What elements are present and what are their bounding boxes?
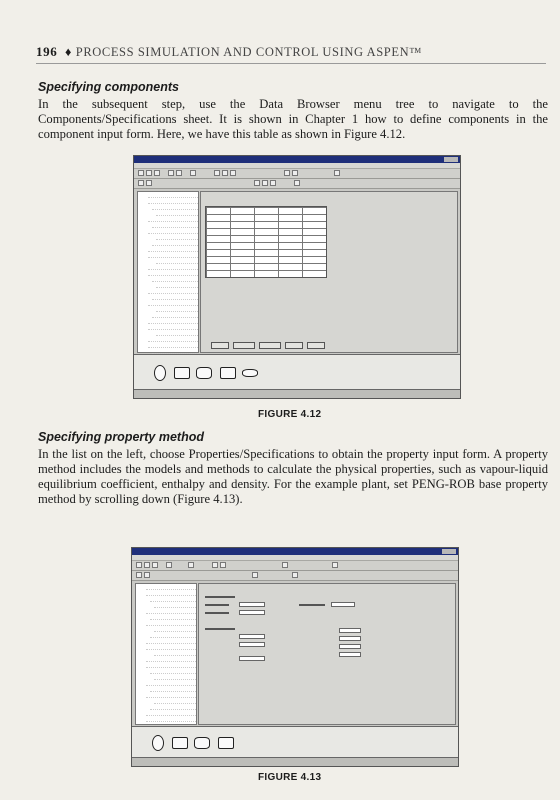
figure-caption-4-12: FIGURE 4.12	[258, 409, 322, 420]
data-browser-tree	[137, 191, 199, 353]
paragraph-property-method: In the list on the left, choose Properties/Specifications to obtain the property input form. A property method includes the models and methods to calculate the physical properties, such as vapour-liquid equilibrium coefficient, enthalpy and density. For the example plant, set PENG-ROB base property method by scrolling down (Figure 4.13).	[38, 447, 548, 506]
windows-taskbar	[132, 757, 458, 766]
data-browser-tree	[135, 583, 197, 725]
toolbar-2	[134, 179, 460, 189]
properties-form	[198, 583, 456, 725]
page-number: 196	[36, 44, 58, 59]
window-titlebar	[132, 548, 458, 555]
running-head: PROCESS SIMULATION AND CONTROL USING ASPEN™	[75, 45, 423, 59]
model-library-palette	[132, 726, 458, 757]
window-titlebar	[134, 156, 460, 163]
section-heading-components: Specifying components	[38, 80, 179, 94]
components-table	[205, 206, 327, 278]
model-library-palette	[134, 354, 460, 389]
figure-caption-4-13: FIGURE 4.13	[258, 772, 322, 783]
bullet-glyph: ♦	[65, 45, 76, 59]
figure-4-12-screenshot	[133, 155, 461, 399]
figure-4-13-screenshot	[131, 547, 459, 767]
toolbar-2	[132, 571, 458, 581]
components-form	[200, 191, 458, 353]
toolbar	[134, 169, 460, 179]
section-heading-property-method: Specifying property method	[38, 430, 204, 444]
paragraph-components: In the subsequent step, use the Data Browser menu tree to navigate to the Components/Specifications sheet. It is shown in Chapter 1 how to define components in the component input form. Here, we have this table as shown in Figure 4.12.	[38, 97, 548, 141]
page-header	[36, 44, 546, 64]
windows-taskbar	[134, 389, 460, 398]
toolbar	[132, 561, 458, 571]
